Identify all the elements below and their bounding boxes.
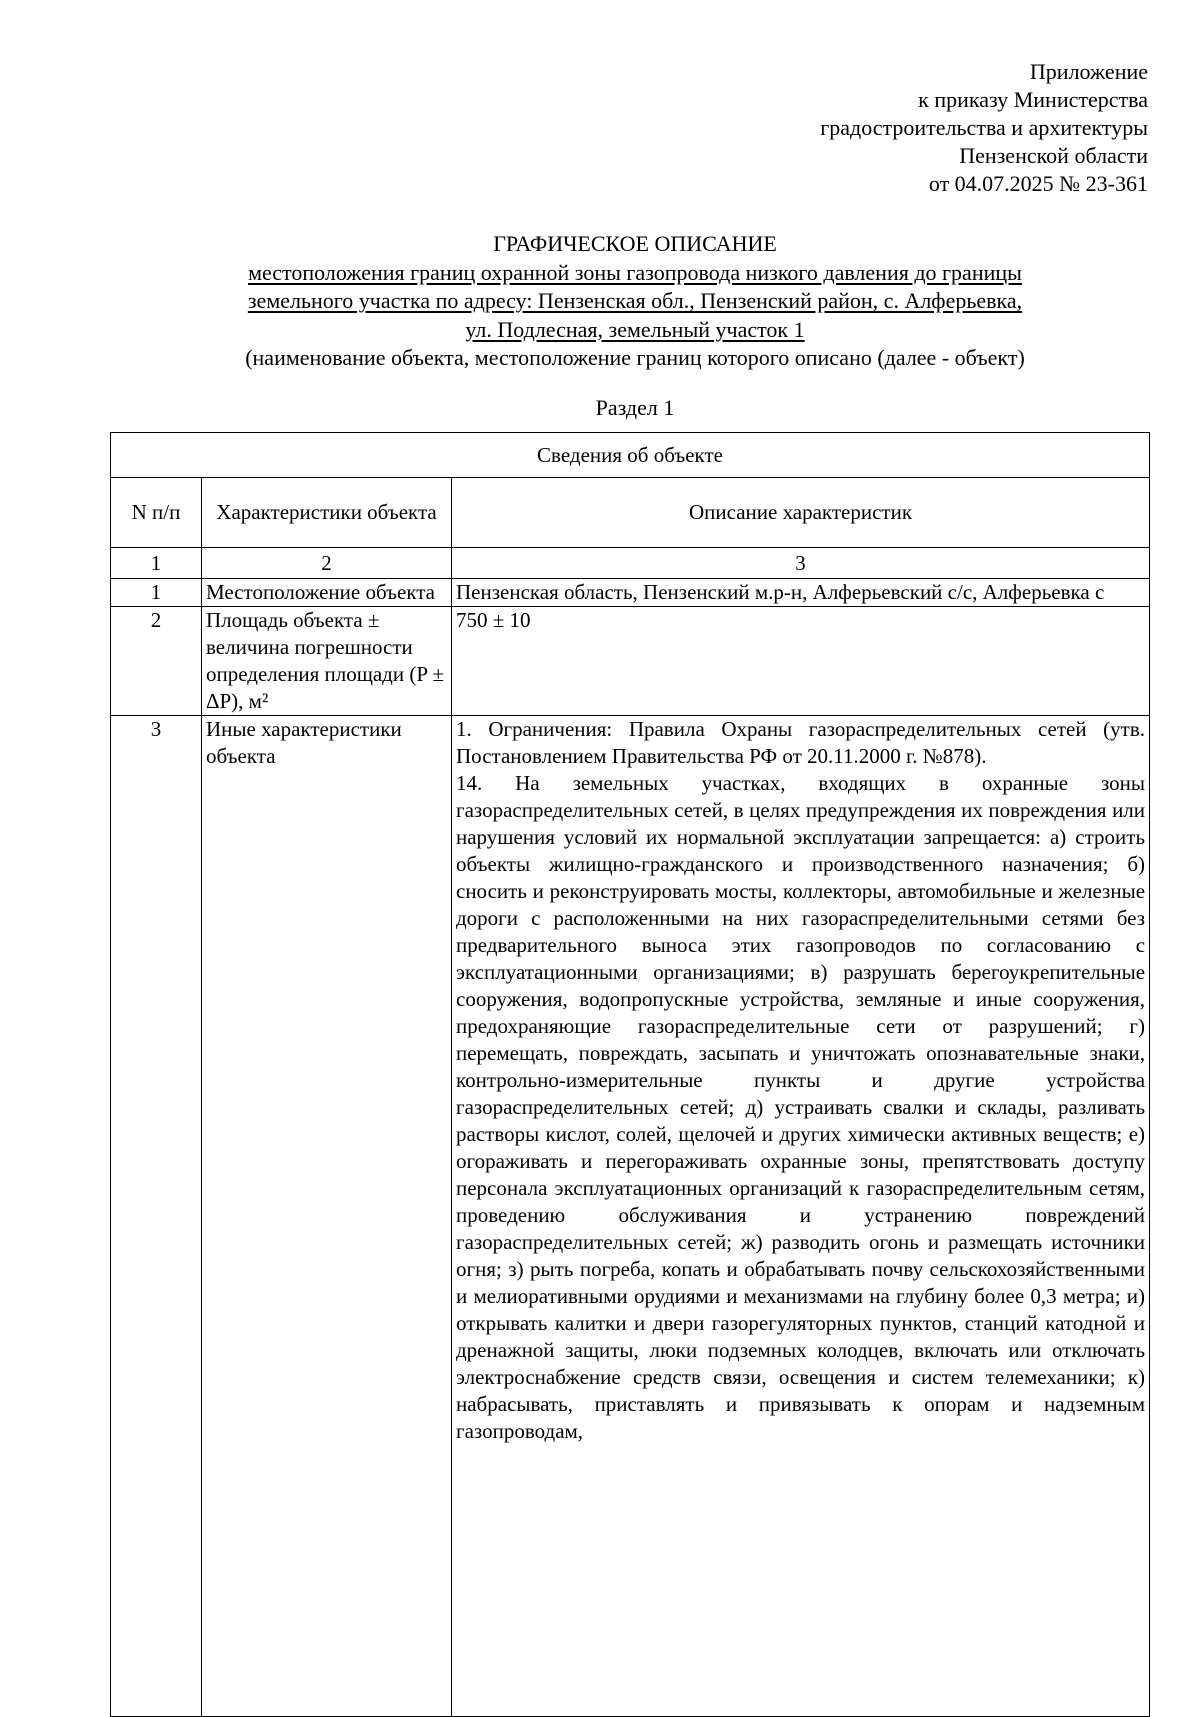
header-description: Описание характеристик bbox=[452, 478, 1150, 548]
table-header-row bbox=[111, 478, 1150, 548]
column-number: 2 bbox=[202, 548, 452, 579]
restriction-paragraph: 1. Ограничения: Правила Охраны газораспределительных сетей (утв. Постановлением Правительства РФ от 20.11.2000 г. №878). bbox=[456, 717, 1146, 768]
appendix-header bbox=[820, 58, 1148, 198]
table-row bbox=[111, 607, 1150, 716]
appendix-line: Пензенской области bbox=[959, 143, 1148, 168]
title-heading: ГРАФИЧЕСКОЕ ОПИСАНИЕ bbox=[493, 231, 777, 256]
appendix-line: к приказу Министерства bbox=[918, 87, 1148, 112]
row-characteristic: Иные характеристики объекта bbox=[202, 716, 452, 1717]
row-characteristic: Площадь объекта ± величина погрешности определения площади (P ± ΔP), м² bbox=[202, 607, 452, 716]
column-number: 1 bbox=[111, 548, 202, 579]
row-description: 750 ± 10 bbox=[452, 607, 1150, 716]
appendix-line: от 04.07.2025 № 23-361 bbox=[928, 171, 1148, 196]
section-label: Раздел 1 bbox=[595, 395, 675, 420]
document-title bbox=[110, 230, 1160, 373]
row-num: 2 bbox=[111, 607, 202, 716]
table-caption: Сведения об объекте bbox=[111, 433, 1150, 478]
row-description: Пензенская область, Пензенский м.р-н, Алферьевский с/с, Алферьевка с bbox=[452, 579, 1150, 607]
title-note: (наименование объекта, местоположение границ которого описано (далее - объект) bbox=[245, 345, 1025, 370]
column-number-row bbox=[111, 548, 1150, 579]
restriction-paragraph: 14. На земельных участках, входящих в охранные зоны газораспределительных сетей, в целях предупреждения их повреждения или нарушения условий их нормальной эксплуатации запрещается: а) строить объекты жилищно-гражданского и производственного назначения; б) сносить и реконструировать мосты, коллекторы, автомобильные и железные дороги с расположенными на них газораспределительными сетями без предварительного выноса этих газопроводов по согласованию с эксплуатационными организациями; в) разрушать берегоукрепительные сооружения, водопропускные устройства, земляные и иные сооружения, предохраняющие газораспределительные сети от разрушений; г) перемещать, повреждать, засыпать и уничтожать опознавательные знаки, контрольно-измерительные пункты и другие устройства газораспределительных сетей; д) устраивать свалки и склады, разливать растворы кислот, солей, щелочей и других химически активных веществ; е) огораживать и перегораживать охранные зоны, препятствовать доступу персонала эксплуатационных организаций к газораспределительным сетям, проведению обслуживания и устранению повреждений газораспределительных сетей; ж) разводить огонь и размещать источники огня; з) рыть погреба, копать и обрабатывать почву сельскохозяйственными и мелиоративными орудиями и механизмами на глубину более 0,3 метра; и) открывать калитки и двери газорегуляторных пунктов, станций катодной и дренажной защиты, люки подземных колодцев, включать или отключать электроснабжение средств связи, освещения и систем телемеханики; к) набрасывать, приставлять и привязывать к опорам и надземным газопроводам, bbox=[456, 771, 1146, 1443]
table-row bbox=[111, 716, 1150, 1717]
row-num: 1 bbox=[111, 579, 202, 607]
row-description bbox=[452, 716, 1150, 1717]
appendix-line: градостроительства и архитектуры bbox=[820, 115, 1148, 140]
appendix-line: Приложение bbox=[1029, 59, 1148, 84]
row-num: 3 bbox=[111, 716, 202, 1717]
title-object-line: местоположения границ охранной зоны газопровода низкого давления до границы bbox=[248, 259, 1022, 285]
header-num: N п/п bbox=[111, 478, 202, 548]
column-number: 3 bbox=[452, 548, 1150, 579]
table-caption-row bbox=[111, 433, 1150, 478]
row-characteristic: Местоположение объекта bbox=[202, 579, 452, 607]
title-object-line: земельного участка по адресу: Пензенская обл., Пензенский район, с. Алферьевка, bbox=[247, 288, 1023, 313]
header-characteristic: Характеристики объекта bbox=[202, 478, 452, 548]
table-row bbox=[111, 579, 1150, 607]
title-object-line: ул. Подлесная, земельный участок 1 bbox=[465, 316, 805, 342]
object-info-table bbox=[110, 432, 1150, 1717]
